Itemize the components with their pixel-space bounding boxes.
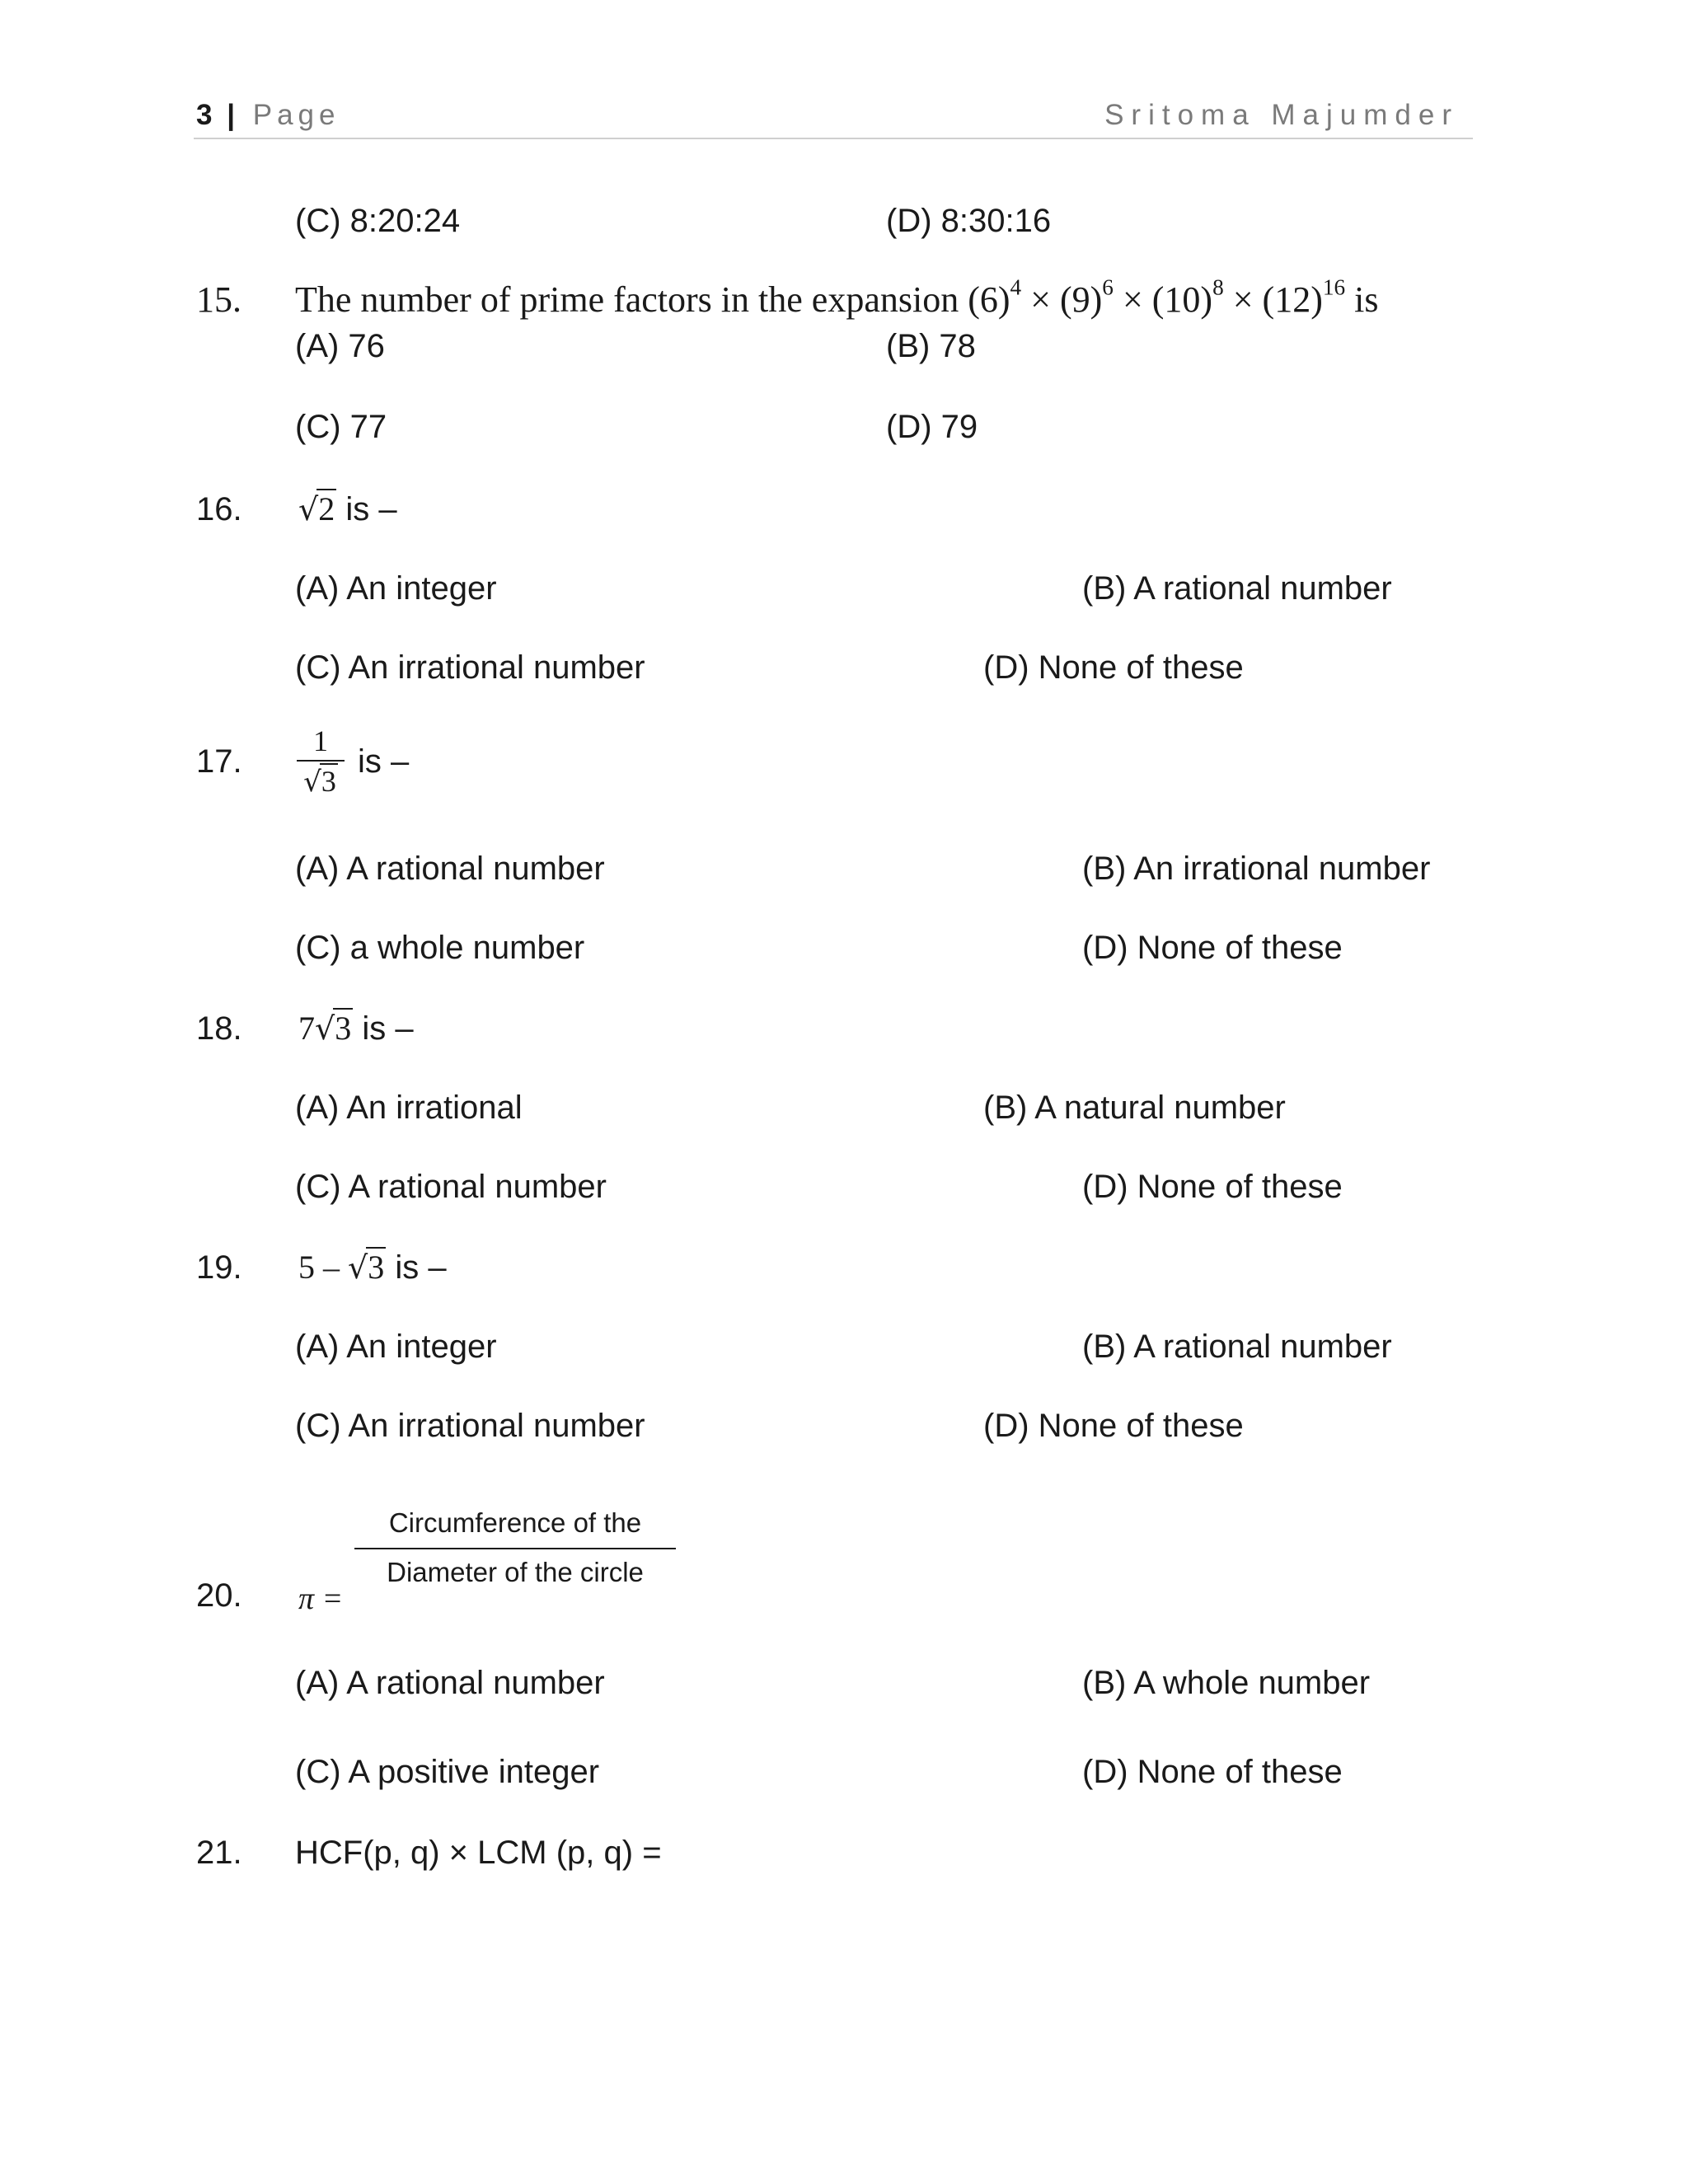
q18-number: 18.	[196, 1010, 242, 1047]
q19-prefix: 5 –	[298, 1249, 340, 1286]
q16-sqrt	[298, 490, 336, 529]
q17-option-b: (B) An irrational number	[1082, 851, 1431, 887]
q19-option-c: (C) An irrational number	[295, 1408, 645, 1444]
header-divider	[194, 138, 1473, 139]
q17-number: 17.	[196, 743, 242, 780]
page-number: 3	[196, 99, 214, 131]
q20-option-b: (B) A whole number	[1082, 1665, 1371, 1701]
q16-radicand: 2	[318, 490, 335, 527]
q15-stem-text: The number of prime factors in the expansion	[295, 279, 959, 320]
q15-stem	[295, 274, 1379, 321]
q16-stem	[298, 490, 397, 529]
q18-stem	[298, 1009, 414, 1048]
fraction-bar	[354, 1548, 676, 1549]
q18-radicand: 3	[335, 1010, 352, 1047]
q19-option-a: (A) An integer	[295, 1329, 497, 1365]
q15-times-1: ×	[1030, 279, 1051, 320]
q19-expression	[298, 1249, 386, 1286]
q16-option-c: (C) An irrational number	[295, 649, 645, 686]
q16-option-b: (B) A rational number	[1082, 570, 1392, 607]
q20-option-a: (A) A rational number	[295, 1665, 605, 1701]
q21-text: HCF(p, q) × LCM (p, q) =	[295, 1835, 662, 1871]
q16-suffix: is –	[345, 491, 397, 527]
q14-option-d: (D) 8:30:16	[886, 203, 1052, 239]
q17-denominator-radicand: 3	[321, 765, 336, 798]
q15-option-d: (D) 79	[886, 409, 978, 445]
sqrt-symbol: √	[298, 491, 319, 527]
q17-suffix: is –	[358, 743, 410, 780]
q15-base-3: (10)	[1151, 279, 1213, 320]
q15-exp-3: 8	[1212, 274, 1224, 300]
q17-fraction	[297, 724, 345, 800]
q15-option-b: (B) 78	[886, 328, 976, 364]
q18-option-b: (B) A natural number	[983, 1090, 1286, 1126]
q19-option-b: (B) A rational number	[1082, 1329, 1392, 1365]
q17-numerator: 1	[313, 724, 328, 757]
sqrt-symbol: √	[303, 766, 321, 799]
q17-option-a: (A) A rational number	[295, 851, 605, 887]
q19-stem	[298, 1248, 447, 1287]
q19-suffix: is –	[395, 1249, 447, 1286]
q15-number: 15.	[196, 279, 241, 320]
q15-exp-4: 16	[1322, 274, 1346, 300]
q20-lhs: π =	[298, 1582, 344, 1616]
q18-suffix: is –	[362, 1010, 414, 1047]
q20-numerator: Circumference of the	[388, 1507, 642, 1538]
q18-expression	[298, 1009, 353, 1048]
q15-base-2: (9)	[1059, 279, 1103, 320]
q16-number: 16.	[196, 491, 242, 527]
q15-expression	[968, 274, 1379, 320]
page-label: Page	[252, 99, 340, 131]
q21-number: 21.	[196, 1835, 242, 1871]
q15-option-c: (C) 77	[295, 409, 387, 445]
q18-coefficient: 7	[298, 1010, 315, 1047]
q17-denominator	[297, 763, 345, 800]
q20-number: 20.	[196, 1577, 242, 1614]
q15-suffix: is	[1354, 279, 1379, 320]
q16-option-a: (A) An integer	[295, 570, 497, 607]
q14-option-c: (C) 8:20:24	[295, 203, 461, 239]
q20-denominator: Diameter of the circle	[387, 1557, 644, 1587]
q20-option-c: (C) A positive integer	[295, 1754, 600, 1790]
header-separator: |	[227, 99, 240, 131]
q18-option-a: (A) An irrational	[295, 1090, 523, 1126]
q18-option-c: (C) A rational number	[295, 1169, 607, 1205]
q20-option-d: (D) None of these	[1082, 1754, 1343, 1790]
q15-base-4: (12)	[1262, 279, 1323, 320]
author-name: Sritoma Majumder	[1104, 99, 1459, 131]
q15-exp-1: 4	[1010, 274, 1022, 300]
q17-option-c: (C) a whole number	[295, 930, 585, 966]
q16-option-d: (D) None of these	[983, 649, 1244, 686]
q18-option-d: (D) None of these	[1082, 1169, 1343, 1205]
q15-times-2: ×	[1122, 279, 1143, 320]
q20-fraction	[354, 1507, 676, 1589]
q15-base-1: (6)	[968, 279, 1010, 320]
fraction-bar	[297, 760, 345, 762]
q15-exp-2: 6	[1102, 274, 1114, 300]
q19-radicand: 3	[368, 1249, 385, 1286]
sqrt-symbol: √	[315, 1010, 335, 1047]
q19-option-d: (D) None of these	[983, 1408, 1244, 1444]
q19-number: 19.	[196, 1249, 242, 1286]
page-number-header	[196, 99, 340, 132]
q17-option-d: (D) None of these	[1082, 930, 1343, 966]
q15-times-3: ×	[1232, 279, 1254, 320]
sqrt-symbol: √	[348, 1249, 368, 1286]
q15-option-a: (A) 76	[295, 328, 385, 364]
